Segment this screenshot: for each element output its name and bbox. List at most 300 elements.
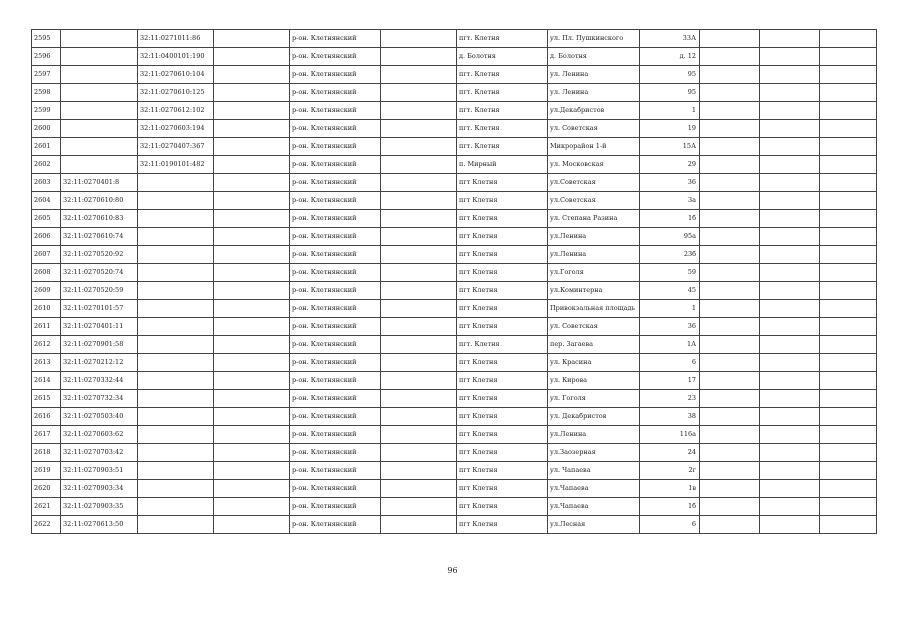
cell-row-number: 2598 <box>32 84 61 102</box>
cell-blank-col-a <box>214 516 290 534</box>
cell-cadastral-number-a: 32:11:0270520:92 <box>61 246 138 264</box>
cell-blank-col-d <box>760 408 820 426</box>
cell-blank-col-b <box>381 318 457 336</box>
cell-cadastral-number-b <box>138 372 214 390</box>
cell-blank-col-e <box>820 246 877 264</box>
cell-blank-col-e <box>820 120 877 138</box>
cell-blank-col-a <box>214 84 290 102</box>
cell-blank-col-c <box>700 444 760 462</box>
cell-blank-col-c <box>700 498 760 516</box>
cell-blank-col-b <box>381 102 457 120</box>
cell-blank-col-e <box>820 264 877 282</box>
cell-row-number: 2604 <box>32 192 61 210</box>
cell-street: ул.Советская <box>548 192 640 210</box>
cell-house-number: 2г <box>640 462 700 480</box>
cell-cadastral-number-b <box>138 426 214 444</box>
cell-cadastral-number-b: 32:11:0190101:482 <box>138 156 214 174</box>
table-row <box>32 102 877 120</box>
cell-street: ул. Ленина <box>548 84 640 102</box>
cell-blank-col-d <box>760 192 820 210</box>
table-row <box>32 462 877 480</box>
table-row <box>32 372 877 390</box>
cell-blank-col-d <box>760 48 820 66</box>
cell-blank-col-d <box>760 66 820 84</box>
cell-blank-col-e <box>820 372 877 390</box>
cell-house-number: 17 <box>640 372 700 390</box>
cell-settlement: пгт. Клетня <box>457 66 548 84</box>
cell-cadastral-number-b <box>138 354 214 372</box>
cell-row-number: 2621 <box>32 498 61 516</box>
cell-district: р-он. Клетнянский <box>290 318 381 336</box>
cell-blank-col-b <box>381 264 457 282</box>
cell-district: р-он. Клетнянский <box>290 408 381 426</box>
cell-blank-col-c <box>700 426 760 444</box>
cell-row-number: 2599 <box>32 102 61 120</box>
cell-street: д. Болотня <box>548 48 640 66</box>
cell-street: ул.Коминтерна <box>548 282 640 300</box>
cell-row-number: 2614 <box>32 372 61 390</box>
cell-district: р-он. Клетнянский <box>290 354 381 372</box>
cell-house-number: 29 <box>640 156 700 174</box>
cell-blank-col-e <box>820 228 877 246</box>
cell-settlement: пгт Клетня <box>457 300 548 318</box>
cell-row-number: 2595 <box>32 30 61 48</box>
cell-settlement: пгт Клетня <box>457 480 548 498</box>
cell-blank-col-b <box>381 408 457 426</box>
cell-blank-col-d <box>760 174 820 192</box>
cell-house-number: 95а <box>640 228 700 246</box>
cell-district: р-он. Клетнянский <box>290 372 381 390</box>
cell-blank-col-b <box>381 138 457 156</box>
cell-blank-col-b <box>381 390 457 408</box>
cell-blank-col-e <box>820 30 877 48</box>
cell-blank-col-b <box>381 174 457 192</box>
cell-cadastral-number-a: 32:11:0270401:8 <box>61 174 138 192</box>
cell-blank-col-c <box>700 516 760 534</box>
cell-blank-col-c <box>700 174 760 192</box>
cell-row-number: 2613 <box>32 354 61 372</box>
cell-cadastral-number-a: 32:11:0270503:40 <box>61 408 138 426</box>
cell-blank-col-c <box>700 408 760 426</box>
cell-cadastral-number-b <box>138 336 214 354</box>
cell-blank-col-a <box>214 480 290 498</box>
cell-blank-col-b <box>381 516 457 534</box>
table-row <box>32 318 877 336</box>
cell-blank-col-a <box>214 426 290 444</box>
cell-settlement: пгт Клетня <box>457 246 548 264</box>
cell-blank-col-c <box>700 210 760 228</box>
cell-blank-col-d <box>760 282 820 300</box>
cell-blank-col-b <box>381 192 457 210</box>
cell-blank-col-b <box>381 426 457 444</box>
table-row <box>32 174 877 192</box>
cell-house-number: 38 <box>640 408 700 426</box>
cell-cadastral-number-a: 32:11:0270212:12 <box>61 354 138 372</box>
cell-blank-col-d <box>760 372 820 390</box>
cell-blank-col-c <box>700 138 760 156</box>
cell-cadastral-number-b <box>138 444 214 462</box>
cell-cadastral-number-a: 32:11:0270332:44 <box>61 372 138 390</box>
cell-blank-col-b <box>381 498 457 516</box>
cell-blank-col-b <box>381 66 457 84</box>
cell-cadastral-number-a: 32:11:0270901:58 <box>61 336 138 354</box>
cell-house-number: 1в <box>640 480 700 498</box>
cell-blank-col-e <box>820 318 877 336</box>
cell-cadastral-number-a: 32:11:0270520:59 <box>61 282 138 300</box>
cell-house-number: 1А <box>640 336 700 354</box>
cell-cadastral-number-a <box>61 48 138 66</box>
cell-cadastral-number-b <box>138 192 214 210</box>
cell-settlement: пгт Клетня <box>457 390 548 408</box>
cell-blank-col-a <box>214 318 290 336</box>
table-row <box>32 282 877 300</box>
cell-house-number: 59 <box>640 264 700 282</box>
cell-blank-col-b <box>381 282 457 300</box>
cell-cadastral-number-a: 32:11:0270401:11 <box>61 318 138 336</box>
cell-blank-col-c <box>700 30 760 48</box>
cell-blank-col-c <box>700 84 760 102</box>
table-row <box>32 210 877 228</box>
cell-blank-col-c <box>700 66 760 84</box>
table-row <box>32 156 877 174</box>
cell-blank-col-b <box>381 444 457 462</box>
cell-blank-col-a <box>214 156 290 174</box>
cell-blank-col-a <box>214 372 290 390</box>
cell-district: р-он. Клетнянский <box>290 192 381 210</box>
cell-blank-col-e <box>820 354 877 372</box>
cell-row-number: 2619 <box>32 462 61 480</box>
cell-district: р-он. Клетнянский <box>290 444 381 462</box>
cell-blank-col-e <box>820 210 877 228</box>
cell-house-number: 3а <box>640 192 700 210</box>
cell-blank-col-a <box>214 336 290 354</box>
cell-street: Микрорайон 1-й <box>548 138 640 156</box>
cell-settlement: пгт Клетня <box>457 192 548 210</box>
table-row <box>32 48 877 66</box>
cell-row-number: 2620 <box>32 480 61 498</box>
cell-blank-col-b <box>381 372 457 390</box>
table-row <box>32 264 877 282</box>
table-row <box>32 228 877 246</box>
cell-blank-col-a <box>214 228 290 246</box>
cell-cadastral-number-b: 32:11:0270407:367 <box>138 138 214 156</box>
cell-row-number: 2606 <box>32 228 61 246</box>
cell-settlement: пгт Клетня <box>457 408 548 426</box>
cell-blank-col-a <box>214 246 290 264</box>
cell-cadastral-number-a <box>61 30 138 48</box>
cell-street: ул.Лесная <box>548 516 640 534</box>
cell-blank-col-a <box>214 66 290 84</box>
cell-street: ул. Ленина <box>548 66 640 84</box>
cell-street: ул.Гоголя <box>548 264 640 282</box>
cell-settlement: пгт. Клетня <box>457 336 548 354</box>
cell-street: Привокзальная площадь <box>548 300 640 318</box>
cell-blank-col-e <box>820 138 877 156</box>
cell-blank-col-e <box>820 300 877 318</box>
cell-district: р-он. Клетнянский <box>290 516 381 534</box>
cell-street: ул.Декабристов <box>548 102 640 120</box>
cell-district: р-он. Клетнянский <box>290 120 381 138</box>
cell-house-number: 116а <box>640 426 700 444</box>
cell-district: р-он. Клетнянский <box>290 498 381 516</box>
cell-row-number: 2609 <box>32 282 61 300</box>
table-row <box>32 300 877 318</box>
cell-cadastral-number-a <box>61 120 138 138</box>
cell-settlement: пгт Клетня <box>457 426 548 444</box>
cell-blank-col-e <box>820 48 877 66</box>
cell-cadastral-number-a <box>61 102 138 120</box>
cell-blank-col-c <box>700 120 760 138</box>
cell-district: р-он. Клетнянский <box>290 138 381 156</box>
cell-cadastral-number-a: 32:11:0270903:51 <box>61 462 138 480</box>
cell-blank-col-a <box>214 120 290 138</box>
cell-blank-col-e <box>820 192 877 210</box>
cell-district: р-он. Клетнянский <box>290 480 381 498</box>
cell-blank-col-e <box>820 156 877 174</box>
table-row <box>32 354 877 372</box>
cell-blank-col-e <box>820 408 877 426</box>
cell-blank-col-a <box>214 354 290 372</box>
cell-cadastral-number-a: 32:11:0270520:74 <box>61 264 138 282</box>
table-row <box>32 192 877 210</box>
table-row <box>32 66 877 84</box>
table-row <box>32 516 877 534</box>
table-row <box>32 480 877 498</box>
cell-district: р-он. Клетнянский <box>290 84 381 102</box>
cell-blank-col-d <box>760 462 820 480</box>
cell-row-number: 2616 <box>32 408 61 426</box>
cell-cadastral-number-b <box>138 480 214 498</box>
cell-blank-col-d <box>760 318 820 336</box>
cell-blank-col-d <box>760 156 820 174</box>
cell-blank-col-d <box>760 498 820 516</box>
cell-blank-col-a <box>214 408 290 426</box>
cell-house-number: д. 12 <box>640 48 700 66</box>
cell-row-number: 2602 <box>32 156 61 174</box>
cell-blank-col-a <box>214 264 290 282</box>
cell-cadastral-number-a: 32:11:0270610:74 <box>61 228 138 246</box>
cell-blank-col-c <box>700 48 760 66</box>
cell-cadastral-number-b <box>138 498 214 516</box>
cell-house-number: 1б <box>640 498 700 516</box>
cell-cadastral-number-a: 32:11:0270101:57 <box>61 300 138 318</box>
cell-blank-col-b <box>381 462 457 480</box>
cell-blank-col-a <box>214 192 290 210</box>
cell-street: ул.Ленина <box>548 426 640 444</box>
cell-blank-col-b <box>381 354 457 372</box>
cell-settlement: пгт Клетня <box>457 228 548 246</box>
cell-district: р-он. Клетнянский <box>290 336 381 354</box>
cell-blank-col-d <box>760 120 820 138</box>
cell-street: ул.Чапаева <box>548 498 640 516</box>
cell-blank-col-c <box>700 336 760 354</box>
cell-row-number: 2610 <box>32 300 61 318</box>
cell-street: ул. Пл. Пушкинского <box>548 30 640 48</box>
table-row <box>32 30 877 48</box>
cell-cadastral-number-b <box>138 300 214 318</box>
cell-district: р-он. Клетнянский <box>290 102 381 120</box>
cell-cadastral-number-a: 32:11:0270603:62 <box>61 426 138 444</box>
cell-cadastral-number-b: 32:11:0400101:190 <box>138 48 214 66</box>
cell-blank-col-a <box>214 300 290 318</box>
cell-settlement: п. Мирный <box>457 156 548 174</box>
cell-blank-col-e <box>820 282 877 300</box>
cell-blank-col-d <box>760 30 820 48</box>
table-row <box>32 444 877 462</box>
cell-blank-col-c <box>700 246 760 264</box>
cell-blank-col-d <box>760 516 820 534</box>
cell-blank-col-c <box>700 192 760 210</box>
cell-house-number: 6 <box>640 516 700 534</box>
cell-house-number: 1 <box>640 300 700 318</box>
cell-district: р-он. Клетнянский <box>290 66 381 84</box>
cell-house-number: 1б <box>640 210 700 228</box>
cell-blank-col-d <box>760 480 820 498</box>
cell-blank-col-b <box>381 246 457 264</box>
cell-cadastral-number-b <box>138 408 214 426</box>
cell-blank-col-a <box>214 102 290 120</box>
cell-blank-col-c <box>700 372 760 390</box>
cell-cadastral-number-a <box>61 156 138 174</box>
table-row <box>32 84 877 102</box>
cell-street: ул. Советская <box>548 318 640 336</box>
cell-blank-col-c <box>700 282 760 300</box>
cell-blank-col-d <box>760 300 820 318</box>
cell-street: ул. Чапаева <box>548 462 640 480</box>
cell-blank-col-e <box>820 174 877 192</box>
cell-cadastral-number-a <box>61 66 138 84</box>
cell-blank-col-d <box>760 84 820 102</box>
cell-blank-col-e <box>820 462 877 480</box>
table-row <box>32 138 877 156</box>
cell-cadastral-number-b <box>138 462 214 480</box>
cell-blank-col-c <box>700 300 760 318</box>
cell-row-number: 2600 <box>32 120 61 138</box>
cell-house-number: 24 <box>640 444 700 462</box>
cell-district: р-он. Клетнянский <box>290 174 381 192</box>
cell-cadastral-number-a <box>61 84 138 102</box>
cell-street: пер. Загаева <box>548 336 640 354</box>
cell-settlement: пгт Клетня <box>457 516 548 534</box>
cell-cadastral-number-a <box>61 138 138 156</box>
cell-cadastral-number-a: 32:11:0270903:35 <box>61 498 138 516</box>
cell-district: р-он. Клетнянский <box>290 390 381 408</box>
cell-cadastral-number-b: 32:11:0271011:86 <box>138 30 214 48</box>
cell-district: р-он. Клетнянский <box>290 30 381 48</box>
cell-blank-col-a <box>214 444 290 462</box>
cell-blank-col-c <box>700 390 760 408</box>
cell-street: ул.Ленина <box>548 228 640 246</box>
cell-blank-col-c <box>700 462 760 480</box>
cell-blank-col-d <box>760 102 820 120</box>
cell-settlement: пгт Клетня <box>457 282 548 300</box>
cell-row-number: 2601 <box>32 138 61 156</box>
page-number: 96 <box>447 566 458 575</box>
cell-row-number: 2618 <box>32 444 61 462</box>
cell-blank-col-b <box>381 120 457 138</box>
cell-street: ул. Московская <box>548 156 640 174</box>
cell-cadastral-number-b <box>138 318 214 336</box>
cell-blank-col-e <box>820 498 877 516</box>
cell-blank-col-c <box>700 156 760 174</box>
cell-blank-col-a <box>214 48 290 66</box>
cell-blank-col-d <box>760 426 820 444</box>
cell-district: р-он. Клетнянский <box>290 264 381 282</box>
cell-settlement: д. Болотня <box>457 48 548 66</box>
cell-blank-col-c <box>700 354 760 372</box>
cell-house-number: 23 <box>640 390 700 408</box>
cell-blank-col-d <box>760 138 820 156</box>
cell-blank-col-a <box>214 282 290 300</box>
cell-blank-col-d <box>760 444 820 462</box>
cell-cadastral-number-b <box>138 246 214 264</box>
cell-blank-col-e <box>820 66 877 84</box>
table-row <box>32 408 877 426</box>
cell-blank-col-e <box>820 516 877 534</box>
cell-settlement: пгт. Клетня <box>457 138 548 156</box>
cell-house-number: 36 <box>640 174 700 192</box>
cell-house-number: 36 <box>640 318 700 336</box>
cell-street: ул.Ленина <box>548 246 640 264</box>
cell-blank-col-d <box>760 228 820 246</box>
cell-street: ул. Кирова <box>548 372 640 390</box>
cell-cadastral-number-b <box>138 264 214 282</box>
cell-blank-col-c <box>700 318 760 336</box>
cell-blank-col-c <box>700 228 760 246</box>
cell-cadastral-number-a: 32:11:0270732:34 <box>61 390 138 408</box>
cell-house-number: 15А <box>640 138 700 156</box>
cell-settlement: пгт Клетня <box>457 210 548 228</box>
cell-house-number: 1 <box>640 102 700 120</box>
cell-street: ул. Степана Разина <box>548 210 640 228</box>
cell-house-number: 33А <box>640 30 700 48</box>
cell-blank-col-e <box>820 84 877 102</box>
cell-district: р-он. Клетнянский <box>290 48 381 66</box>
cell-blank-col-b <box>381 156 457 174</box>
cell-house-number: 19 <box>640 120 700 138</box>
cell-blank-col-c <box>700 480 760 498</box>
cell-blank-col-d <box>760 264 820 282</box>
cell-district: р-он. Клетнянский <box>290 462 381 480</box>
cell-blank-col-a <box>214 174 290 192</box>
cell-row-number: 2596 <box>32 48 61 66</box>
cell-settlement: пгт Клетня <box>457 318 548 336</box>
cell-cadastral-number-b <box>138 174 214 192</box>
cell-blank-col-e <box>820 426 877 444</box>
cell-cadastral-number-b: 32:11:0270610:104 <box>138 66 214 84</box>
cell-cadastral-number-b: 32:11:0270603:194 <box>138 120 214 138</box>
cell-cadastral-number-b <box>138 210 214 228</box>
cell-settlement: пгт Клетня <box>457 372 548 390</box>
cell-row-number: 2605 <box>32 210 61 228</box>
cell-blank-col-b <box>381 84 457 102</box>
cell-district: р-он. Клетнянский <box>290 300 381 318</box>
cell-cadastral-number-b: 32:11:0270612:102 <box>138 102 214 120</box>
cell-district: р-он. Клетнянский <box>290 228 381 246</box>
cell-blank-col-b <box>381 228 457 246</box>
cell-blank-col-e <box>820 480 877 498</box>
cell-settlement: пгт Клетня <box>457 174 548 192</box>
cell-district: р-он. Клетнянский <box>290 246 381 264</box>
cell-street: ул. Советская <box>548 120 640 138</box>
cell-blank-col-b <box>381 480 457 498</box>
cell-house-number: 45 <box>640 282 700 300</box>
cell-blank-col-e <box>820 336 877 354</box>
cell-blank-col-b <box>381 300 457 318</box>
cell-blank-col-d <box>760 210 820 228</box>
cell-house-number: 95 <box>640 66 700 84</box>
cell-blank-col-d <box>760 354 820 372</box>
